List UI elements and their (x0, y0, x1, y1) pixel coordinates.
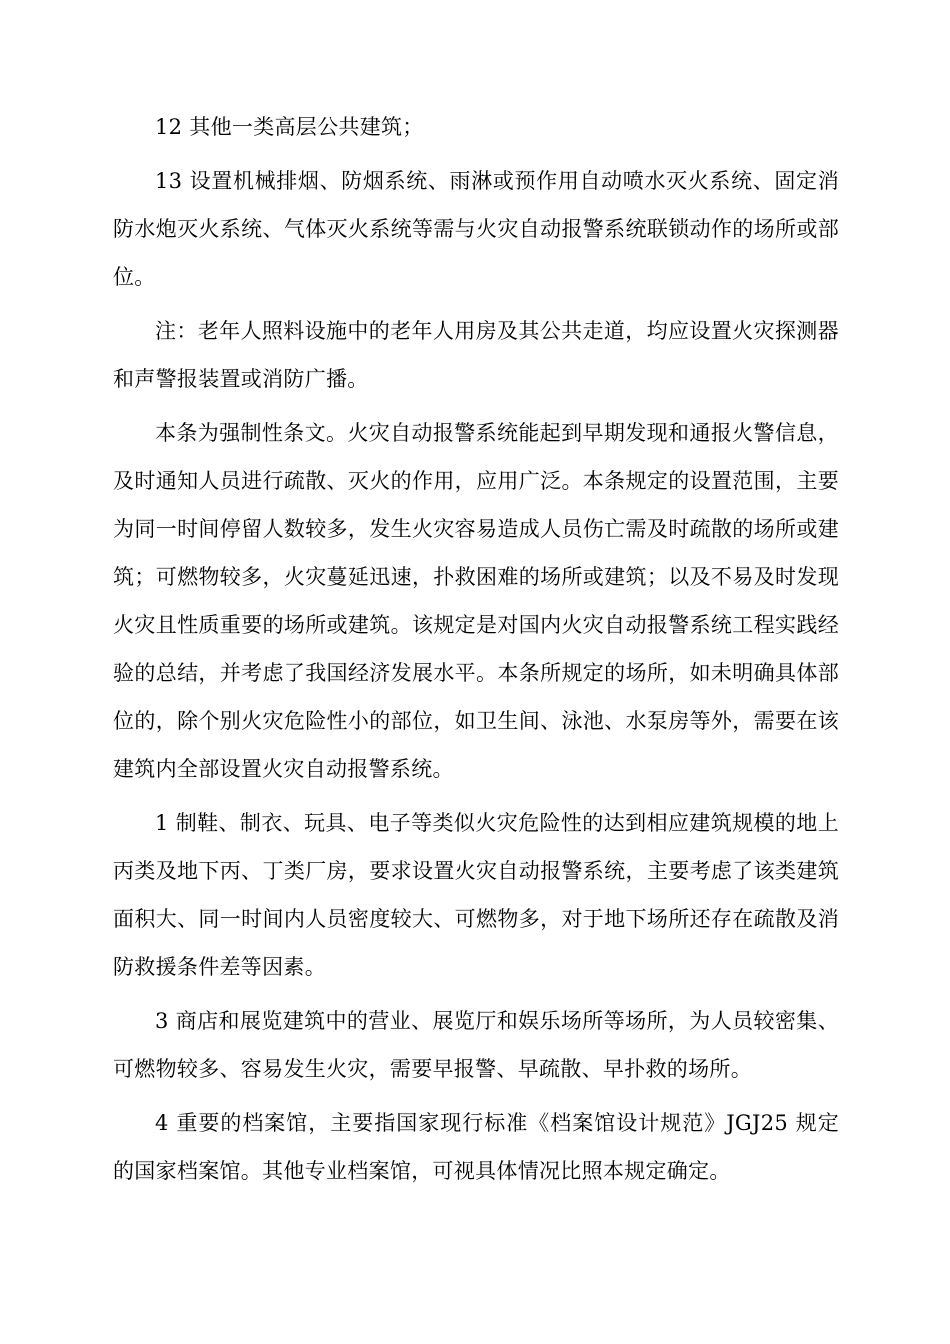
paragraph-item-12: 12 其他一类高层公共建筑； (155, 115, 424, 139)
explanation-item-3: 3 商店和展览建筑中的营业、展览厅和娱乐场所等场所，为人员较密集、可燃物较多、容易发生火灾，需要早报警、早疏散、早扑救的场所。 (113, 1009, 839, 1081)
document-body (113, 103, 839, 1195)
explanation-item-1: 1 制鞋、制衣、玩具、电子等类似火灾危险性的达到相应建筑规模的地上丙类及地下丙、丁类厂房，要求设置火灾自动报警系统，主要考虑了该类建筑面积大、同一时间内人员密度较大、可燃物多，对于地下场所还存在疏散及消防救援条件差等因素。 (113, 811, 839, 979)
paragraph-item-13: 13 设置机械排烟、防烟系统、雨淋或预作用自动喷水灭火系统、固定消防水炮灭火系统、气体灭火系统等需与火灾自动报警系统联锁动作的场所或部位。 (113, 169, 839, 289)
explanation-paragraph: 本条为强制性条文。火灾自动报警系统能起到早期发现和通报火警信息，及时通知人员进行疏散、灭火的作用，应用广泛。本条规定的设置范围，主要为同一时间停留人数较多，发生火灾容易造成人员伤亡需及时疏散的场所或建筑；可燃物较多，火灾蔓延迅速，扑救困难的场所或建筑；以及不易及时发现火灾且性质重要的场所或建筑。该规定是对国内火灾自动报警系统工程实践经验的总结，并考虑了我国经济发展水平。本条所规定的场所，如未明确具体部位的，除个别火灾危险性小的部位，如卫生间、泳池、水泵房等外，需要在该建筑内全部设置火灾自动报警系统。 (113, 421, 839, 781)
explanation-item-4: 4 重要的档案馆，主要指国家现行标准《档案馆设计规范》JGJ25 规定的国家档案馆。其他专业档案馆，可视具体情况比照本规定确定。 (113, 1111, 839, 1183)
note-paragraph: 注：老年人照料设施中的老年人用房及其公共走道，均应设置火灾探测器和声警报装置或消防广播。 (113, 319, 839, 391)
